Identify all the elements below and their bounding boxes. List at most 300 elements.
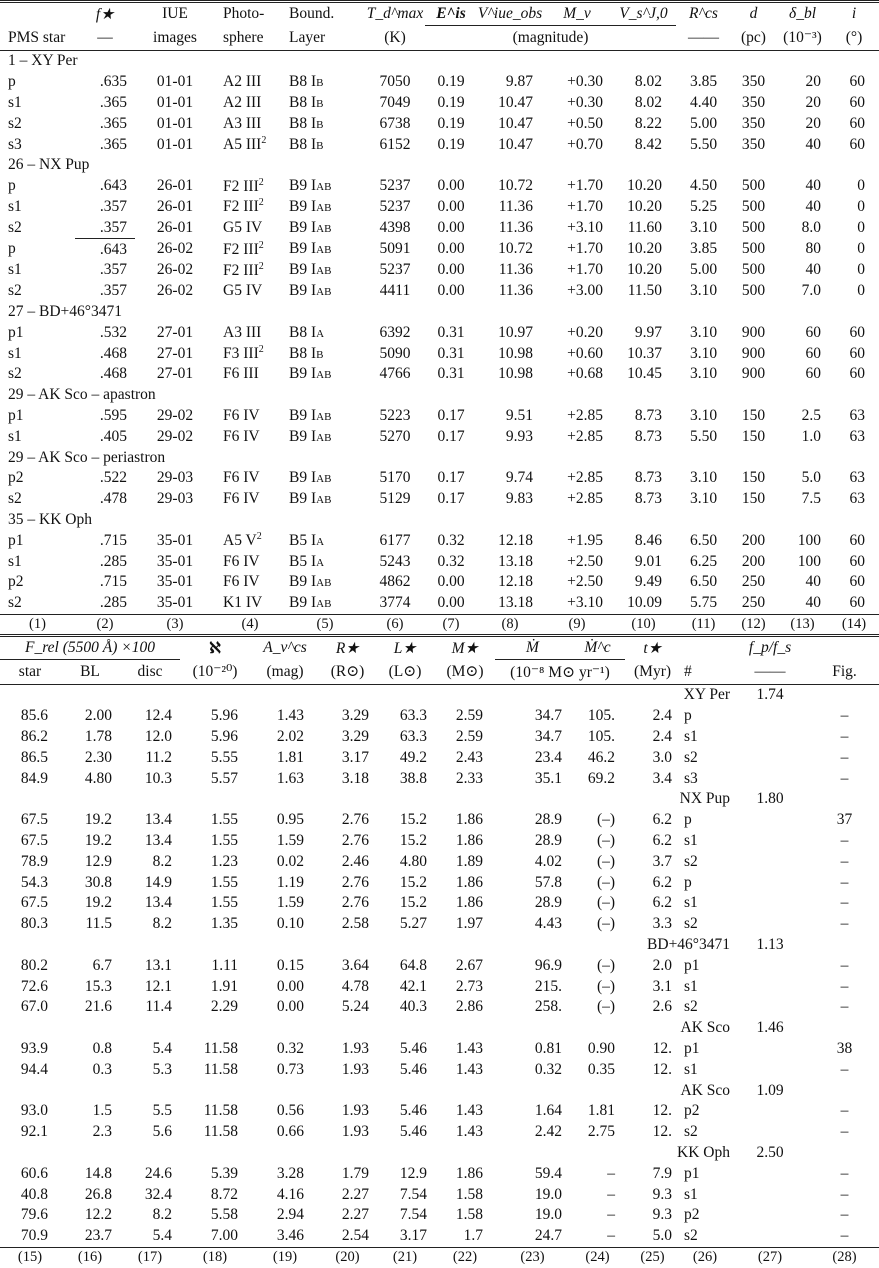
table-cell: +0.68	[567, 365, 603, 383]
table-cell	[730, 810, 810, 831]
table-cell: 0.17	[437, 469, 465, 487]
table-cell: 19.2	[84, 894, 112, 912]
table-cell: 1.58	[455, 1185, 484, 1203]
table-cell: 2.86	[455, 998, 484, 1016]
spectral-type: A3 III	[223, 114, 262, 132]
column-number: (18)	[202, 1249, 228, 1266]
column-number: (2)	[96, 616, 114, 633]
table-cell: 2.76	[341, 873, 370, 891]
table-cell: 10.97	[498, 323, 533, 341]
table-cell: 40	[805, 135, 821, 153]
table-row	[0, 893, 879, 914]
table-cell: 350	[741, 93, 766, 111]
table-cell: –	[840, 1060, 849, 1078]
col-head-mv: M_v	[543, 2, 611, 26]
spectral-type: F6 IV	[223, 406, 260, 424]
table-cell: s3	[684, 769, 698, 787]
table-cell: 12.	[652, 1060, 673, 1078]
table-cell	[730, 914, 810, 935]
table-cell: 500	[741, 219, 766, 237]
table-cell: 6738	[379, 114, 411, 132]
table-cell: 19.2	[84, 811, 112, 829]
table-cell: 1.97	[455, 915, 484, 933]
table-cell: s2	[684, 915, 698, 933]
table-cell: 2.73	[455, 977, 484, 995]
table-cell: 72.6	[20, 977, 48, 995]
table-cell: 29-03	[156, 469, 194, 487]
col-unit-fig: Fig.	[832, 662, 857, 680]
table-cell: 27-01	[156, 344, 194, 362]
spectral-type: F2 III	[223, 198, 259, 216]
table-cell: 34.7	[534, 727, 563, 745]
table-cell: 8.2	[152, 852, 173, 870]
table-row	[0, 976, 879, 997]
table-cell: 3.10	[689, 344, 718, 362]
table-cell: 80	[805, 240, 821, 258]
table-cell: 1.93	[341, 1102, 370, 1120]
column-number: (12)	[741, 616, 766, 633]
boundary-layer-type: B8 Ib	[289, 73, 324, 91]
table-cell	[215, 426, 285, 447]
table1-section-title	[0, 302, 879, 323]
table-cell: p1	[8, 531, 24, 549]
col-unit-rstar: (R⊙)	[330, 663, 365, 681]
table-cell: 3.10	[689, 490, 718, 508]
table-cell: .643	[99, 240, 127, 258]
table-row	[0, 406, 879, 427]
table-cell: 4411	[379, 282, 411, 300]
table-cell: s1	[8, 427, 22, 445]
table-cell: 1.19	[276, 873, 305, 891]
table-cell	[285, 426, 365, 447]
table-cell: +2.85	[567, 427, 603, 445]
table-cell: 10.47	[498, 114, 533, 132]
table-cell: s2	[684, 1227, 698, 1245]
table-cell: 0.10	[276, 915, 305, 933]
table-cell: 8.73	[634, 469, 662, 487]
table-cell: +0.70	[567, 135, 603, 153]
table-cell: 67.5	[20, 894, 48, 912]
table1-body	[0, 51, 879, 615]
table-cell: 3.85	[689, 73, 718, 91]
table-row	[0, 197, 879, 218]
table2-section-title	[0, 789, 879, 810]
table-cell: 6177	[379, 531, 411, 549]
table-cell: –	[840, 769, 849, 787]
boundary-layer-type: B8 Ia	[289, 323, 325, 341]
table-cell: 0.31	[437, 365, 465, 383]
table-cell: 3.10	[689, 219, 718, 237]
table-cell: s2	[684, 998, 698, 1016]
table-cell: 42.1	[399, 977, 428, 995]
table-cell: 85.6	[20, 707, 48, 725]
table-cell: p	[684, 811, 692, 829]
table-cell: 1.43	[455, 1060, 484, 1078]
table-cell: 3.17	[399, 1227, 428, 1245]
table-cell: s1	[684, 1185, 698, 1203]
table-cell: 5.46	[399, 1102, 428, 1120]
table-cell	[215, 134, 285, 155]
table-cell	[730, 1226, 810, 1247]
table-cell	[285, 72, 365, 93]
table-cell: 35-01	[156, 531, 194, 549]
table-cell: 350	[741, 135, 766, 153]
table-cell: 0	[857, 282, 865, 300]
table-cell: .285	[99, 552, 127, 570]
table-cell: +1.70	[567, 240, 603, 258]
column-number: (15)	[17, 1249, 43, 1266]
table-cell: 0.31	[437, 323, 465, 341]
table-cell	[730, 997, 810, 1018]
boundary-layer-type: B8 Ib	[289, 93, 324, 111]
table-cell: +1.95	[567, 531, 603, 549]
table-cell: 34.7	[534, 707, 563, 725]
col-unit-mdot: (10⁻⁸ M⊙ yr⁻¹)	[510, 663, 610, 681]
table-cell: 1.59	[276, 894, 305, 912]
table-cell: 9.01	[634, 552, 662, 570]
table-cell: 11.60	[627, 219, 662, 237]
table-cell	[285, 593, 365, 614]
table-cell: s2	[8, 219, 22, 237]
table-cell: –	[840, 956, 849, 974]
ratio-fpfs: 1.80	[756, 790, 784, 808]
table-cell: 01-01	[156, 93, 194, 111]
table-cell: 0.32	[437, 552, 465, 570]
table-cell: 64.8	[399, 956, 428, 974]
table-cell	[285, 489, 365, 510]
table-cell: 12.	[652, 1039, 673, 1057]
table-cell: +0.30	[567, 73, 603, 91]
table-cell: 11.58	[203, 1060, 239, 1078]
table-cell: 11.5	[85, 915, 112, 933]
table-cell: –	[840, 748, 849, 766]
table-cell: .715	[99, 531, 127, 549]
table-cell: .595	[99, 406, 127, 424]
table-cell: 10.37	[627, 344, 662, 362]
table-cell: 2.75	[587, 1123, 616, 1141]
table-cell: 1.23	[210, 852, 239, 870]
table-cell	[215, 343, 285, 364]
table-cell: 1.93	[341, 1123, 370, 1141]
table-cell: 0.90	[587, 1039, 616, 1057]
table-cell: 5.0	[652, 1227, 673, 1245]
table-cell: 1.81	[276, 748, 305, 766]
table-cell: 5237	[379, 261, 411, 279]
object-name: XY Per	[683, 686, 731, 704]
table-cell: 5237	[379, 197, 411, 215]
boundary-layer-type: B5 Ia	[289, 552, 325, 570]
table-cell: 2.00	[84, 707, 112, 725]
table-cell: 8.73	[634, 427, 662, 445]
table-cell	[730, 727, 810, 748]
col-head-rstar: R★	[335, 639, 360, 657]
column-number: (8)	[501, 616, 519, 633]
table-cell: .478	[99, 490, 127, 508]
table2-header	[0, 636, 879, 685]
table-cell: 5.0	[801, 469, 821, 487]
table-cell: 150	[741, 427, 766, 445]
table-cell: 10.20	[627, 177, 662, 195]
table-cell: 4.16	[276, 1185, 305, 1203]
table-cell: (–)	[596, 894, 616, 912]
table-cell: 0	[857, 197, 865, 215]
table-cell: 6152	[379, 135, 411, 153]
table1-section-title	[0, 447, 879, 468]
table-row	[0, 217, 879, 238]
table-cell: p2	[684, 1206, 700, 1224]
table-cell: 20	[805, 114, 821, 132]
table-cell	[215, 322, 285, 343]
table-cell	[285, 468, 365, 489]
table-cell: 35-01	[156, 594, 194, 612]
table-cell: 29-02	[156, 406, 194, 424]
spectral-type: F2 III	[223, 240, 259, 258]
table-cell: s1	[8, 344, 22, 362]
table-row	[0, 1059, 879, 1080]
table-cell: 100	[797, 552, 821, 570]
table-row	[0, 93, 879, 114]
table-cell: 10.20	[627, 261, 662, 279]
boundary-layer-type: B9 Iab	[289, 490, 332, 508]
table-cell: 60	[849, 114, 865, 132]
table-cell	[215, 572, 285, 593]
table-cell	[215, 530, 285, 551]
table-cell: 0.00	[437, 240, 465, 258]
col-unit-bl: Layer	[289, 28, 326, 46]
table-cell: 5270	[379, 427, 411, 445]
table-cell: –	[840, 1123, 849, 1141]
table-cell	[215, 468, 285, 489]
table-cell	[215, 93, 285, 114]
table-cell: 5.50	[689, 427, 718, 445]
table-cell: 3774	[379, 594, 411, 612]
table-cell: 67.5	[20, 831, 48, 849]
table-cell: 2.76	[341, 894, 370, 912]
table-cell: s1	[684, 727, 698, 745]
ratio-fpfs: 1.74	[756, 686, 784, 704]
table-cell: 5237	[379, 177, 411, 195]
column-number: (26)	[692, 1249, 718, 1266]
table-cell: 3.7	[652, 852, 673, 870]
table-cell: 350	[741, 114, 766, 132]
col-head-aleph: ℵ	[209, 639, 221, 657]
table-cell: s1	[684, 894, 698, 912]
table-cell: (–)	[596, 915, 616, 933]
col-head-tdmax: T_d^max	[366, 5, 424, 23]
col-head-tstar: t★	[643, 639, 662, 657]
table-cell: 27-01	[156, 365, 194, 383]
col-unit-iue: images	[153, 28, 197, 46]
table-cell: 2.27	[341, 1206, 370, 1224]
table-cell: 0.81	[534, 1039, 563, 1057]
table-cell: 1.59	[276, 831, 305, 849]
table-cell: 6.50	[689, 531, 718, 549]
col-unit-dbl: (10⁻³)	[783, 29, 822, 47]
table-cell: 11.36	[498, 219, 533, 237]
col-head-avcs: A_v^cs	[263, 639, 307, 657]
boundary-layer-type: B5 Ia	[289, 531, 325, 549]
table-cell: 15.2	[399, 831, 428, 849]
table-cell: .357	[99, 282, 127, 300]
table-cell: 6.2	[652, 894, 673, 912]
table-cell: 6.50	[689, 573, 718, 591]
table-cell: 1.91	[210, 977, 239, 995]
table-cell: –	[840, 894, 849, 912]
col-head-fpfs: f_p/f_s	[748, 639, 792, 657]
table-cell: .365	[99, 135, 127, 153]
table-cell: 0.15	[276, 956, 305, 974]
table-cell: 5.46	[399, 1060, 428, 1078]
table-cell	[215, 551, 285, 572]
footnote-mark: 2	[261, 135, 267, 146]
table-cell: 10.72	[498, 177, 533, 195]
table-cell: 0	[857, 219, 865, 237]
table-cell: .715	[99, 573, 127, 591]
col-unit-star: star	[18, 663, 42, 680]
col-unit-fstar: —	[97, 28, 113, 46]
table-cell: 24.6	[144, 1164, 173, 1182]
table-cell: p	[8, 240, 16, 258]
table-cell: s2	[8, 282, 22, 300]
table-cell: 9.83	[505, 490, 533, 508]
table-cell: 0.32	[534, 1060, 563, 1078]
table-cell: 13.4	[144, 831, 173, 849]
table-cell: 0.00	[437, 282, 465, 300]
table-cell: 15.2	[399, 894, 428, 912]
table-row	[0, 1163, 879, 1184]
table-row	[0, 468, 879, 489]
table-cell	[285, 551, 365, 572]
table-cell: 9.74	[505, 469, 533, 487]
table-cell: 1.55	[210, 873, 239, 891]
table-cell: 26-01	[156, 197, 194, 215]
col-head-vs: V_s^J,0	[611, 2, 676, 26]
table-cell: 40.8	[20, 1185, 48, 1203]
table-cell: 60	[849, 365, 865, 383]
table-cell: 40	[805, 177, 821, 195]
table-cell	[215, 593, 285, 614]
table-cell: s2	[8, 594, 22, 612]
table-cell: +0.20	[567, 323, 603, 341]
table-cell: 26-02	[156, 261, 194, 279]
table-cell: .635	[99, 73, 127, 91]
table-cell	[730, 1059, 810, 1080]
table-cell: 250	[741, 594, 766, 612]
table-cell: s1	[8, 552, 22, 570]
table-cell: 2.27	[341, 1185, 370, 1203]
table-row	[0, 134, 879, 155]
table-cell: 5091	[379, 240, 411, 258]
table-cell	[215, 364, 285, 385]
table-cell: 15.3	[84, 977, 112, 995]
col-head-d: d	[749, 5, 758, 23]
column-number: (1)	[29, 616, 46, 633]
table-cell	[730, 976, 810, 997]
col-unit-magnitude: (magnitude)	[512, 29, 589, 46]
table-cell: –	[607, 1206, 616, 1224]
table-cell: 1.35	[210, 915, 239, 933]
column-number: (28)	[832, 1249, 857, 1266]
table-cell: 6.25	[689, 552, 718, 570]
table-cell: 15.2	[399, 873, 428, 891]
section-title: 26 – NX Pup	[8, 156, 90, 174]
table1-column-numbers	[0, 614, 879, 635]
table-row	[0, 747, 879, 768]
table-cell: 60	[849, 594, 865, 612]
table-cell: 12.9	[399, 1164, 428, 1182]
spectral-type: F6 IV	[223, 573, 260, 591]
table-cell: 500	[741, 261, 766, 279]
table-cell: 01-01	[156, 73, 194, 91]
table-cell: 26-01	[156, 219, 194, 237]
table-cell: 4766	[379, 365, 411, 383]
spectral-type: F6 IV	[223, 427, 260, 445]
table-cell	[215, 217, 285, 238]
table-cell: 200	[741, 531, 766, 549]
object-name: KK Oph	[677, 1143, 731, 1161]
table-cell: 4398	[379, 219, 411, 237]
table-cell: 1.81	[587, 1102, 616, 1120]
table-cell: 5.75	[689, 594, 718, 612]
table-cell: 5129	[379, 490, 411, 508]
table-cell: 0.00	[437, 197, 465, 215]
table-cell: 0.66	[276, 1123, 305, 1141]
table-row	[0, 343, 879, 364]
table-cell: 12.9	[84, 852, 112, 870]
table-cell: 3.29	[341, 727, 370, 745]
table-cell: 20	[805, 73, 821, 91]
table-cell: s1	[8, 261, 22, 279]
col-head-rcs: R^cs	[689, 5, 718, 23]
table-cell: 4.80	[399, 852, 428, 870]
table-cell: +0.30	[567, 93, 603, 111]
column-number: (19)	[272, 1249, 298, 1266]
col-unit-i: (°)	[845, 28, 863, 46]
table-cell: 5.58	[210, 1206, 239, 1224]
table-cell: –	[840, 1185, 849, 1203]
table-cell: +1.70	[567, 261, 603, 279]
table-cell: 63	[849, 490, 865, 508]
table-cell	[730, 747, 810, 768]
table-cell: p	[684, 873, 692, 891]
spectral-type: F6 IV	[223, 552, 260, 570]
table-cell: s2	[684, 1123, 698, 1141]
col-head-mstar: M★	[451, 639, 479, 657]
table-cell: 11.58	[203, 1039, 239, 1057]
table-row	[0, 851, 879, 872]
table-cell: +0.60	[567, 344, 603, 362]
table-cell: 150	[741, 469, 766, 487]
table-cell: 3.28	[276, 1164, 305, 1182]
table-cell: 1.86	[455, 1164, 484, 1182]
table-row	[0, 810, 879, 831]
table-cell: 5.25	[689, 197, 718, 215]
table-cell: 2.33	[455, 769, 484, 787]
table-cell: (–)	[596, 873, 616, 891]
table-cell: 1.43	[455, 1123, 484, 1141]
table-cell: 24.7	[534, 1227, 563, 1245]
object-name: NX Pup	[679, 790, 731, 808]
column-number: (11)	[691, 616, 716, 633]
table-cell: +3.10	[567, 219, 603, 237]
column-number: (16)	[77, 1249, 103, 1266]
boundary-layer-type: B9 Iab	[289, 240, 332, 258]
table-cell: 0	[857, 261, 865, 279]
column-number: (5)	[316, 616, 334, 633]
table-cell: –	[840, 977, 849, 995]
boundary-layer-type: B8 Ib	[289, 344, 324, 362]
table-cell: 46.2	[587, 748, 616, 766]
